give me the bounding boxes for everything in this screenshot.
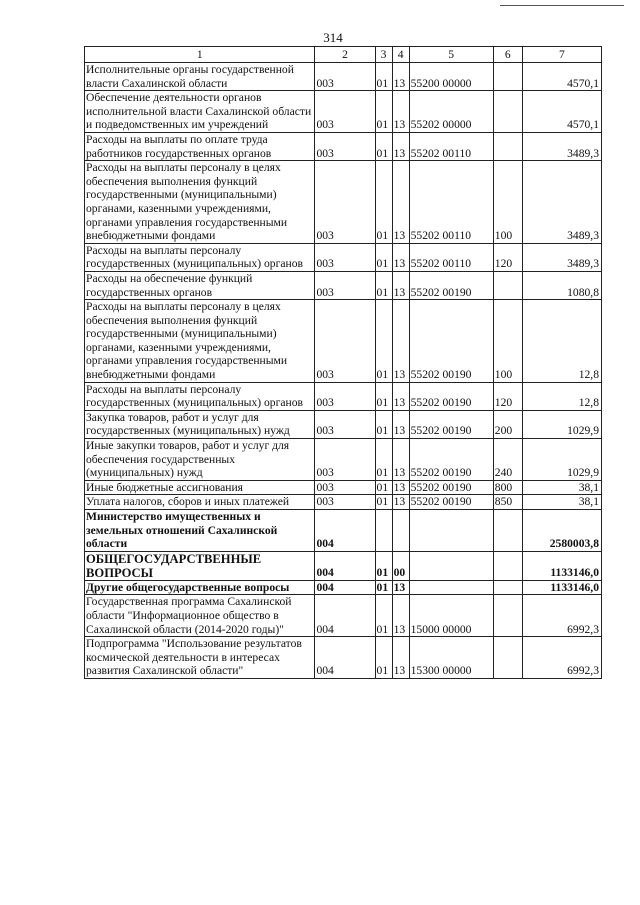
expense-type-code: 850 — [493, 495, 522, 510]
expense-type-code: 120 — [493, 243, 522, 271]
ministry-code: 003 — [315, 495, 375, 510]
table-row — [85, 637, 602, 679]
item-name: Исполнительные органы государственной власти Сахалинской области — [85, 63, 315, 91]
target-article-code: 55202 00110 — [409, 132, 493, 160]
section-code: 01 — [375, 271, 392, 299]
item-name: Расходы на выплаты по оплате труда работников государственных органов — [85, 132, 315, 160]
table-row — [85, 495, 602, 510]
ministry-code: 003 — [315, 271, 375, 299]
target-article-code: 55202 00110 — [409, 243, 493, 271]
subsection-code: 13 — [392, 271, 409, 299]
section-code: 01 — [375, 439, 392, 481]
subsection-code: 13 — [392, 63, 409, 91]
ministry-code: 003 — [315, 161, 375, 244]
amount: 4570,1 — [522, 63, 601, 91]
section-code: 01 — [375, 410, 392, 438]
section-code: 01 — [375, 63, 392, 91]
amount: 3489,3 — [522, 132, 601, 160]
item-name: Подпрограмма "Использование результатов космической деятельности в интересах развития Сахалинской области" — [85, 637, 315, 679]
ministry-code: 004 — [315, 595, 375, 637]
subsection-code: 13 — [392, 595, 409, 637]
expense-type-code — [493, 91, 522, 133]
item-name: Государственная программа Сахалинской области "Информационное общество в Сахалинской области (2014-2020 годы)" — [85, 595, 315, 637]
expense-type-code: 800 — [493, 480, 522, 495]
amount: 38,1 — [522, 495, 601, 510]
section-code: 01 — [375, 132, 392, 160]
header-row — [85, 47, 602, 63]
column-header: 5 — [409, 47, 493, 63]
subsection-code — [392, 510, 409, 552]
amount: 38,1 — [522, 480, 601, 495]
expense-type-code — [493, 132, 522, 160]
expense-type-code: 240 — [493, 439, 522, 481]
top-rule — [500, 5, 624, 6]
item-name: Расходы на обеспечение функций государственных органов — [85, 271, 315, 299]
target-article-code: 55202 00190 — [409, 480, 493, 495]
target-article-code: 55202 00110 — [409, 161, 493, 244]
table-row — [85, 439, 602, 481]
column-header: 7 — [522, 47, 601, 63]
item-name: Иные бюджетные ассигнования — [85, 480, 315, 495]
expense-type-code — [493, 637, 522, 679]
table-row — [85, 595, 602, 637]
table-row — [85, 243, 602, 271]
section-code: 01 — [375, 161, 392, 244]
column-header: 1 — [85, 47, 315, 63]
item-name: Расходы на выплаты персоналу государственных (муниципальных) органов — [85, 243, 315, 271]
section-code: 01 — [375, 382, 392, 410]
expense-type-code — [493, 595, 522, 637]
target-article-code: 55202 00190 — [409, 271, 493, 299]
table-row — [85, 132, 602, 160]
amount: 12,8 — [522, 382, 601, 410]
table-row — [85, 271, 602, 299]
table-row — [85, 300, 602, 383]
amount: 1133146,0 — [522, 551, 601, 580]
target-article-code: 55202 00190 — [409, 382, 493, 410]
subsection-code: 13 — [392, 91, 409, 133]
subsection-code: 00 — [392, 551, 409, 580]
target-article-code: 55202 00000 — [409, 91, 493, 133]
item-name: ОБЩЕГОСУДАРСТВЕННЫЕ ВОПРОСЫ — [85, 551, 315, 580]
expense-type-code: 100 — [493, 161, 522, 244]
subsection-code: 13 — [392, 161, 409, 244]
amount: 2580003,8 — [522, 510, 601, 552]
amount: 6992,3 — [522, 595, 601, 637]
amount: 4570,1 — [522, 91, 601, 133]
page-number: 314 — [323, 30, 343, 45]
item-name: Другие общегосударственные вопросы — [85, 580, 315, 595]
ministry-code: 004 — [315, 580, 375, 595]
section-code: 01 — [375, 551, 392, 580]
subsection-code: 13 — [392, 480, 409, 495]
ministry-code: 003 — [315, 300, 375, 383]
target-article-code: 55202 00190 — [409, 439, 493, 481]
amount: 1029,9 — [522, 410, 601, 438]
item-name: Расходы на выплаты персоналу государственных (муниципальных) органов — [85, 382, 315, 410]
amount: 1029,9 — [522, 439, 601, 481]
amount: 6992,3 — [522, 637, 601, 679]
column-header: 3 — [375, 47, 392, 63]
item-name: Расходы на выплаты персоналу в целях обеспечения выполнения функций государственными (муниципальными) органами, казенными учреждениями, органами управления государственными внебюджетными фондами — [85, 300, 315, 383]
target-article-code: 15000 00000 — [409, 595, 493, 637]
expense-type-code — [493, 510, 522, 552]
budget-table — [84, 46, 602, 679]
target-article-code — [409, 580, 493, 595]
column-header: 4 — [392, 47, 409, 63]
section-code: 01 — [375, 480, 392, 495]
subsection-code: 13 — [392, 382, 409, 410]
section-code: 01 — [375, 243, 392, 271]
expense-type-code: 120 — [493, 382, 522, 410]
table-row — [85, 551, 602, 580]
target-article-code — [409, 551, 493, 580]
subsection-code: 13 — [392, 580, 409, 595]
subsection-code: 13 — [392, 495, 409, 510]
table-row — [85, 410, 602, 438]
expense-type-code — [493, 580, 522, 595]
item-name: Министерство имущественных и земельных отношений Сахалинской области — [85, 510, 315, 552]
ministry-code: 003 — [315, 63, 375, 91]
subsection-code: 13 — [392, 410, 409, 438]
expense-type-code: 100 — [493, 300, 522, 383]
ministry-code: 003 — [315, 480, 375, 495]
ministry-code: 004 — [315, 510, 375, 552]
expense-type-code — [493, 63, 522, 91]
table-row — [85, 91, 602, 133]
table-row — [85, 161, 602, 244]
ministry-code: 004 — [315, 551, 375, 580]
target-article-code: 55202 00190 — [409, 300, 493, 383]
target-article-code: 15300 00000 — [409, 637, 493, 679]
subsection-code: 13 — [392, 132, 409, 160]
ministry-code: 003 — [315, 91, 375, 133]
expense-type-code — [493, 271, 522, 299]
item-name: Иные закупки товаров, работ и услуг для обеспечения государственных (муниципальных) нужд — [85, 439, 315, 481]
table-row — [85, 580, 602, 595]
item-name: Расходы на выплаты персоналу в целях обеспечения выполнения функций государственными (муниципальными) органами, казенными учреждениями, органами управления государственными внебюджетными фондами — [85, 161, 315, 244]
amount: 1080,8 — [522, 271, 601, 299]
ministry-code: 003 — [315, 439, 375, 481]
table-row — [85, 382, 602, 410]
section-code: 01 — [375, 637, 392, 679]
amount: 3489,3 — [522, 161, 601, 244]
subsection-code: 13 — [392, 243, 409, 271]
subsection-code: 13 — [392, 439, 409, 481]
item-name: Уплата налогов, сборов и иных платежей — [85, 495, 315, 510]
amount: 12,8 — [522, 300, 601, 383]
expense-type-code — [493, 551, 522, 580]
amount: 1133146,0 — [522, 580, 601, 595]
item-name: Закупка товаров, работ и услуг для государственных (муниципальных) нужд — [85, 410, 315, 438]
expense-type-code: 200 — [493, 410, 522, 438]
column-header: 6 — [493, 47, 522, 63]
item-name: Обеспечение деятельности органов исполнительной власти Сахалинской области и подведомственных им учреждений — [85, 91, 315, 133]
target-article-code: 55202 00190 — [409, 495, 493, 510]
column-header: 2 — [315, 47, 375, 63]
subsection-code: 13 — [392, 637, 409, 679]
target-article-code — [409, 510, 493, 552]
subsection-code: 13 — [392, 300, 409, 383]
table-row — [85, 63, 602, 91]
target-article-code: 55202 00190 — [409, 410, 493, 438]
table-row — [85, 510, 602, 552]
section-code: 01 — [375, 300, 392, 383]
ministry-code: 003 — [315, 382, 375, 410]
ministry-code: 003 — [315, 132, 375, 160]
section-code: 01 — [375, 495, 392, 510]
table-row — [85, 480, 602, 495]
amount: 3489,3 — [522, 243, 601, 271]
section-code: 01 — [375, 595, 392, 637]
ministry-code: 003 — [315, 243, 375, 271]
section-code: 01 — [375, 91, 392, 133]
target-article-code: 55200 00000 — [409, 63, 493, 91]
section-code: 01 — [375, 580, 392, 595]
ministry-code: 004 — [315, 637, 375, 679]
section-code — [375, 510, 392, 552]
ministry-code: 003 — [315, 410, 375, 438]
